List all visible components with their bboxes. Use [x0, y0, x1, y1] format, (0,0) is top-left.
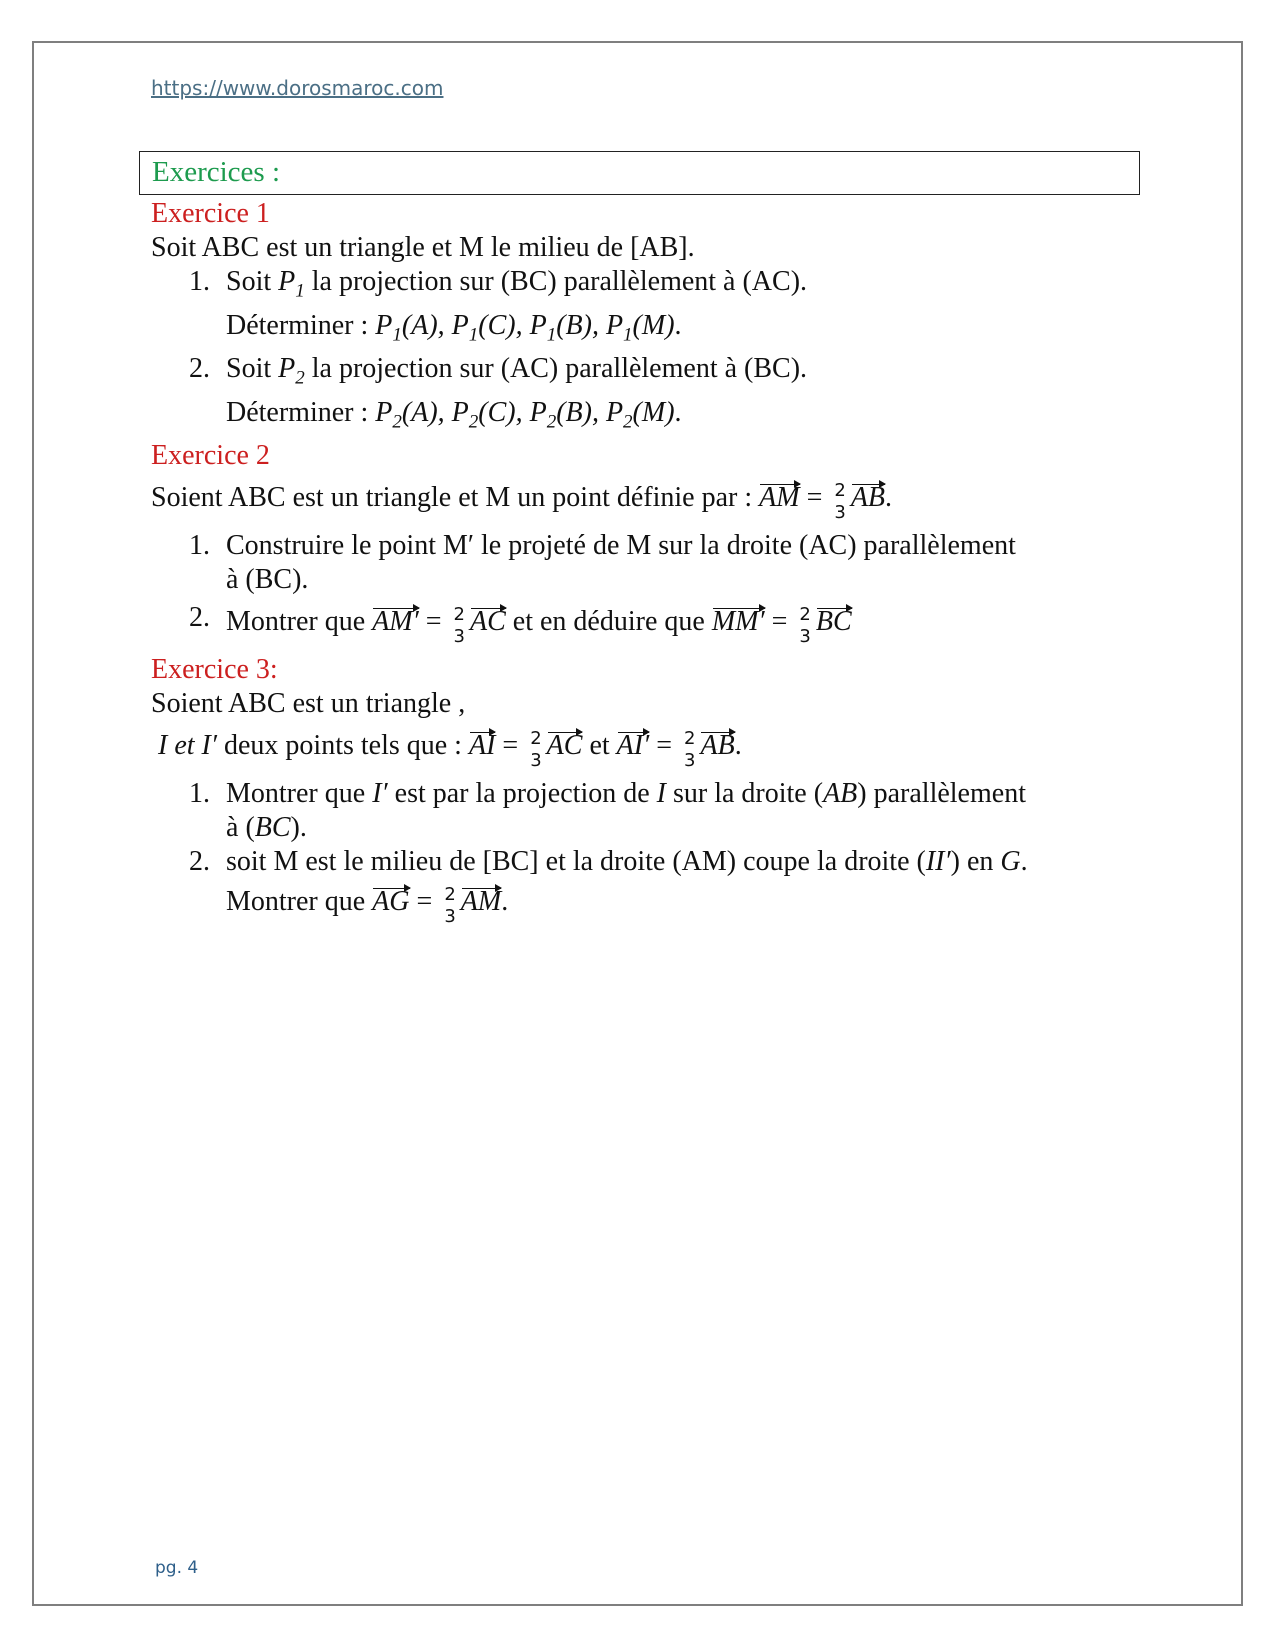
- exercise-3-item-1-cont: à (BC).: [226, 812, 307, 844]
- exercises-content: [151, 197, 1131, 927]
- item-number: 2.: [189, 353, 210, 385]
- exercise-2-item-1: [151, 529, 1131, 563]
- determine-label: Déterminer :: [226, 309, 376, 341]
- website-link[interactable]: https://www.dorosmaroc.com: [151, 76, 444, 100]
- item-text: Soit: [226, 266, 279, 297]
- item-number: 1.: [189, 778, 210, 810]
- item-text: Soit: [226, 353, 279, 385]
- item-text: à: [226, 812, 246, 844]
- item-number: 1.: [189, 266, 210, 297]
- exercise-3-intro: Soient ABC est un triangle ,: [151, 688, 466, 720]
- item-number: 2.: [189, 602, 210, 634]
- exercise-1-item-2: 2. Soit $P_2$ la projection sur (AC) parallèlement à (BC).: [189, 353, 808, 389]
- page-number: pg. 4: [155, 1558, 199, 1578]
- exercise-2-title: Exercice 2: [151, 440, 270, 472]
- exercise-1-title: Exercice 1: [151, 198, 270, 229]
- exercise-2-item-2: 2. Montrer que AM′ = 2 3 AC et en déduire que MM′ = 2 3 BC: [189, 602, 852, 648]
- item-text: sur la droite: [665, 778, 814, 810]
- exercise-3-item-2: 2. soit M est le milieu de [BC] et la droite (AM) coupe la droite (II′) en G.: [189, 846, 1028, 878]
- item-text: la projection sur (BC) parallèlement à (AC).: [304, 266, 808, 297]
- item-text: la projection sur (AC) parallèlement à (BC).: [304, 353, 808, 385]
- item-text: parallèlement: [866, 778, 1026, 810]
- item-text: Montrer que: [226, 886, 373, 918]
- definition-text: et: [582, 730, 617, 762]
- exercise-3-item-2-cont: Montrer que AG = 2 3 AM.: [151, 881, 1131, 927]
- item-text: en: [959, 846, 1001, 878]
- item-number: 1.: [189, 530, 210, 562]
- section-title: Exercices :: [152, 156, 281, 188]
- intro-text: Soient ABC est un triangle et M un point définie par :: [151, 482, 760, 514]
- definition-text: deux points tels que :: [216, 730, 469, 762]
- item-text: et en déduire que: [505, 606, 712, 638]
- item-text: est par la projection de: [387, 778, 657, 810]
- exercise-3-definition: I et I′ deux points tels que : AI = 2 3 AC et AI′ = 2 3 AB.: [151, 725, 1131, 771]
- determine-label: Déterminer :: [226, 396, 376, 428]
- item-text: Montrer que: [226, 606, 373, 638]
- exercise-2-item-1-cont: à (BC).: [226, 564, 309, 596]
- item-text: Construire le point M′ le projeté de M sur la droite (AC) parallèlement: [226, 530, 1016, 562]
- exercise-2-intro: Soient ABC est un triangle et M un point définie par : AM = 2 3 AB.: [151, 477, 1131, 523]
- item-text: soit M est le milieu de [BC] et la droite (AM) coupe la droite: [226, 846, 917, 878]
- exercise-1-item-2-determine: Déterminer : $P_2(A)$, $P_2(C)$, $P_2(B)$, $P_2(M)$.: [226, 396, 682, 433]
- exercise-1-intro: Soit ABC est un triangle et M le milieu de [AB].: [151, 232, 695, 263]
- item-number: 2.: [189, 846, 210, 878]
- exercise-3-item-1: 1. Montrer que I′ est par la projection de I sur la droite (AB) parallèlement: [189, 778, 1026, 810]
- exercise-1-item-1-determine: Déterminer : $P_1(A)$, $P_1(C)$, $P_1(B)$, $P_1(M)$.: [226, 309, 682, 346]
- item-text: Montrer que: [226, 778, 373, 810]
- exercise-3-title: Exercice 3:: [151, 654, 278, 686]
- exercise-1-item-1: 1. Soit $P_1$ la projection sur (BC) parallèlement à (AC).: [189, 266, 808, 302]
- section-header-box: [139, 151, 1140, 195]
